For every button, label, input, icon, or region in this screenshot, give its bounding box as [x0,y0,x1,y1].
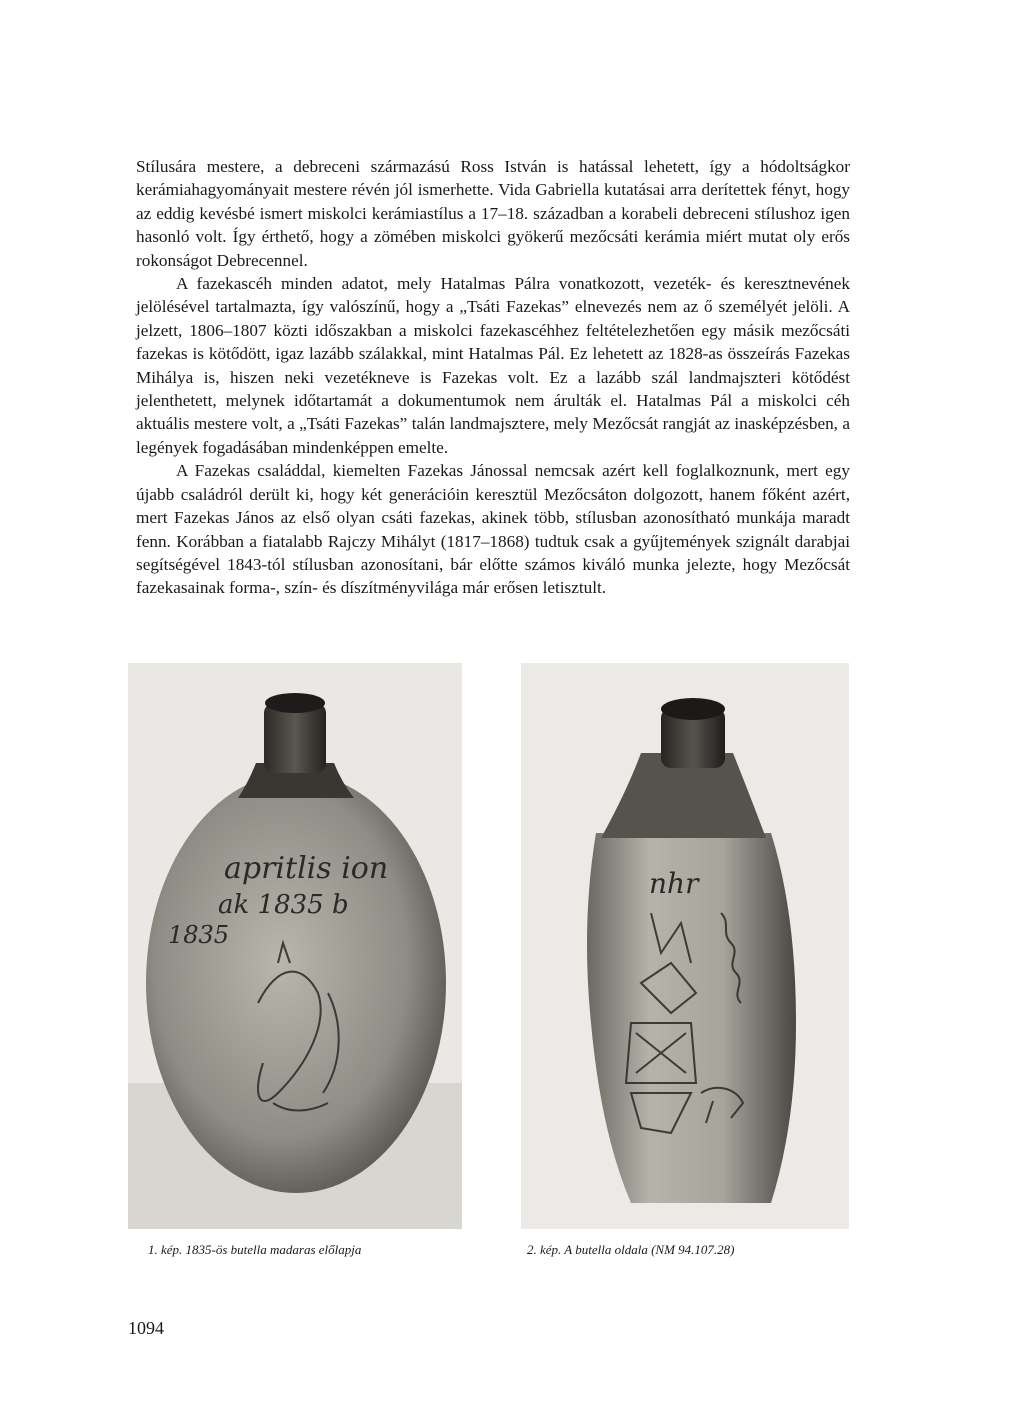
bottle-inscription-line: 1835 [168,921,230,949]
figure-2-photo [521,663,849,1229]
bottle-inscription-line: nhr [649,867,699,900]
body-text [136,155,850,600]
figure-1-photo [128,663,462,1229]
figure-2-caption: 2. kép. A butella oldala (NM 94.107.28) [527,1242,735,1257]
figure-1-caption: 1. kép. 1835-ös butella madaras előlapja [148,1242,362,1257]
paragraph: A Fazekas családdal, kiemelten Fazekas Jánossal nemcsak azért kell foglalkoznunk, mert egy újabb családról derült ki, hogy két generációin keresztül Mezőcsáton dolgozott, hanem főként azért, mert Fazekas János az első olyan csáti fazekas, akinek több, stílusban azonosítható munkája maradt fenn. Korábban a fiatalabb Rajczy Mihályt (1817–1868) tudtuk csak a gyűjtemények szignált darabjai segítségével 1843-tól stílusban azonosítani, bár előtte számos kiváló munka jelezte, hogy Mezőcsát fazekasainak forma-, szín- és díszítményvilága már erősen letisztult. [136,461,850,598]
paragraph: A fazekascéh minden adatot, mely Hatalmas Pálra vonatkozott, vezeték- és keresztnevének jelölésével tartalmazta, így valószínű, hogy a „Tsáti Fazekas” elnevezés nem az ő személyét jelöli. A jelzett, 1806–1807 közti időszakban a miskolci fazekascéhhez feltételezhetően egy másik mezőcsáti fazekas is kötődött, igaz lazább szálakkal, mint Hatalmas Pál. Ez lehetett az 1828-as összeírás Fazekas Mihálya is, hiszen neki vezetékneve is Fazekas volt. Ez a lazább szál landmajszteri kötődést jelenthetett, melynek időtartamát a dokumentumok nem árulták el. Hatalmas Pál a miskolci céh aktuális mestere volt, a „Tsáti Fazekas” talán landmajsztere, mely Mezőcsát rangját az inasképzésben, a legények fogadásában mindenképpen emelte. [136,274,850,457]
bottle-inscription-line: ak 1835 b [218,890,349,920]
paragraph: Stílusára mestere, a debreceni származású Ross István is hatással lehetett, így a hódoltságkor kerámiahagyományait mestere révén jól ismerhette. Vida Gabriella kutatásai arra derítettek fényt, hogy az eddig kevésbé ismert miskolci kerámiastílus a 17–18. században a korabeli debreceni stílushoz igen hasonló volt. Így érthető, hogy a zömében miskolci gyökerű mezőcsáti kerámia miért mutat oly erős rokonságot Debrecennel. [136,157,850,270]
page-number: 1094 [128,1318,164,1338]
bottle-front-image [128,663,462,1229]
bottle-inscription-line: apritlis ion [224,851,389,886]
bottle-side-image [521,663,849,1229]
